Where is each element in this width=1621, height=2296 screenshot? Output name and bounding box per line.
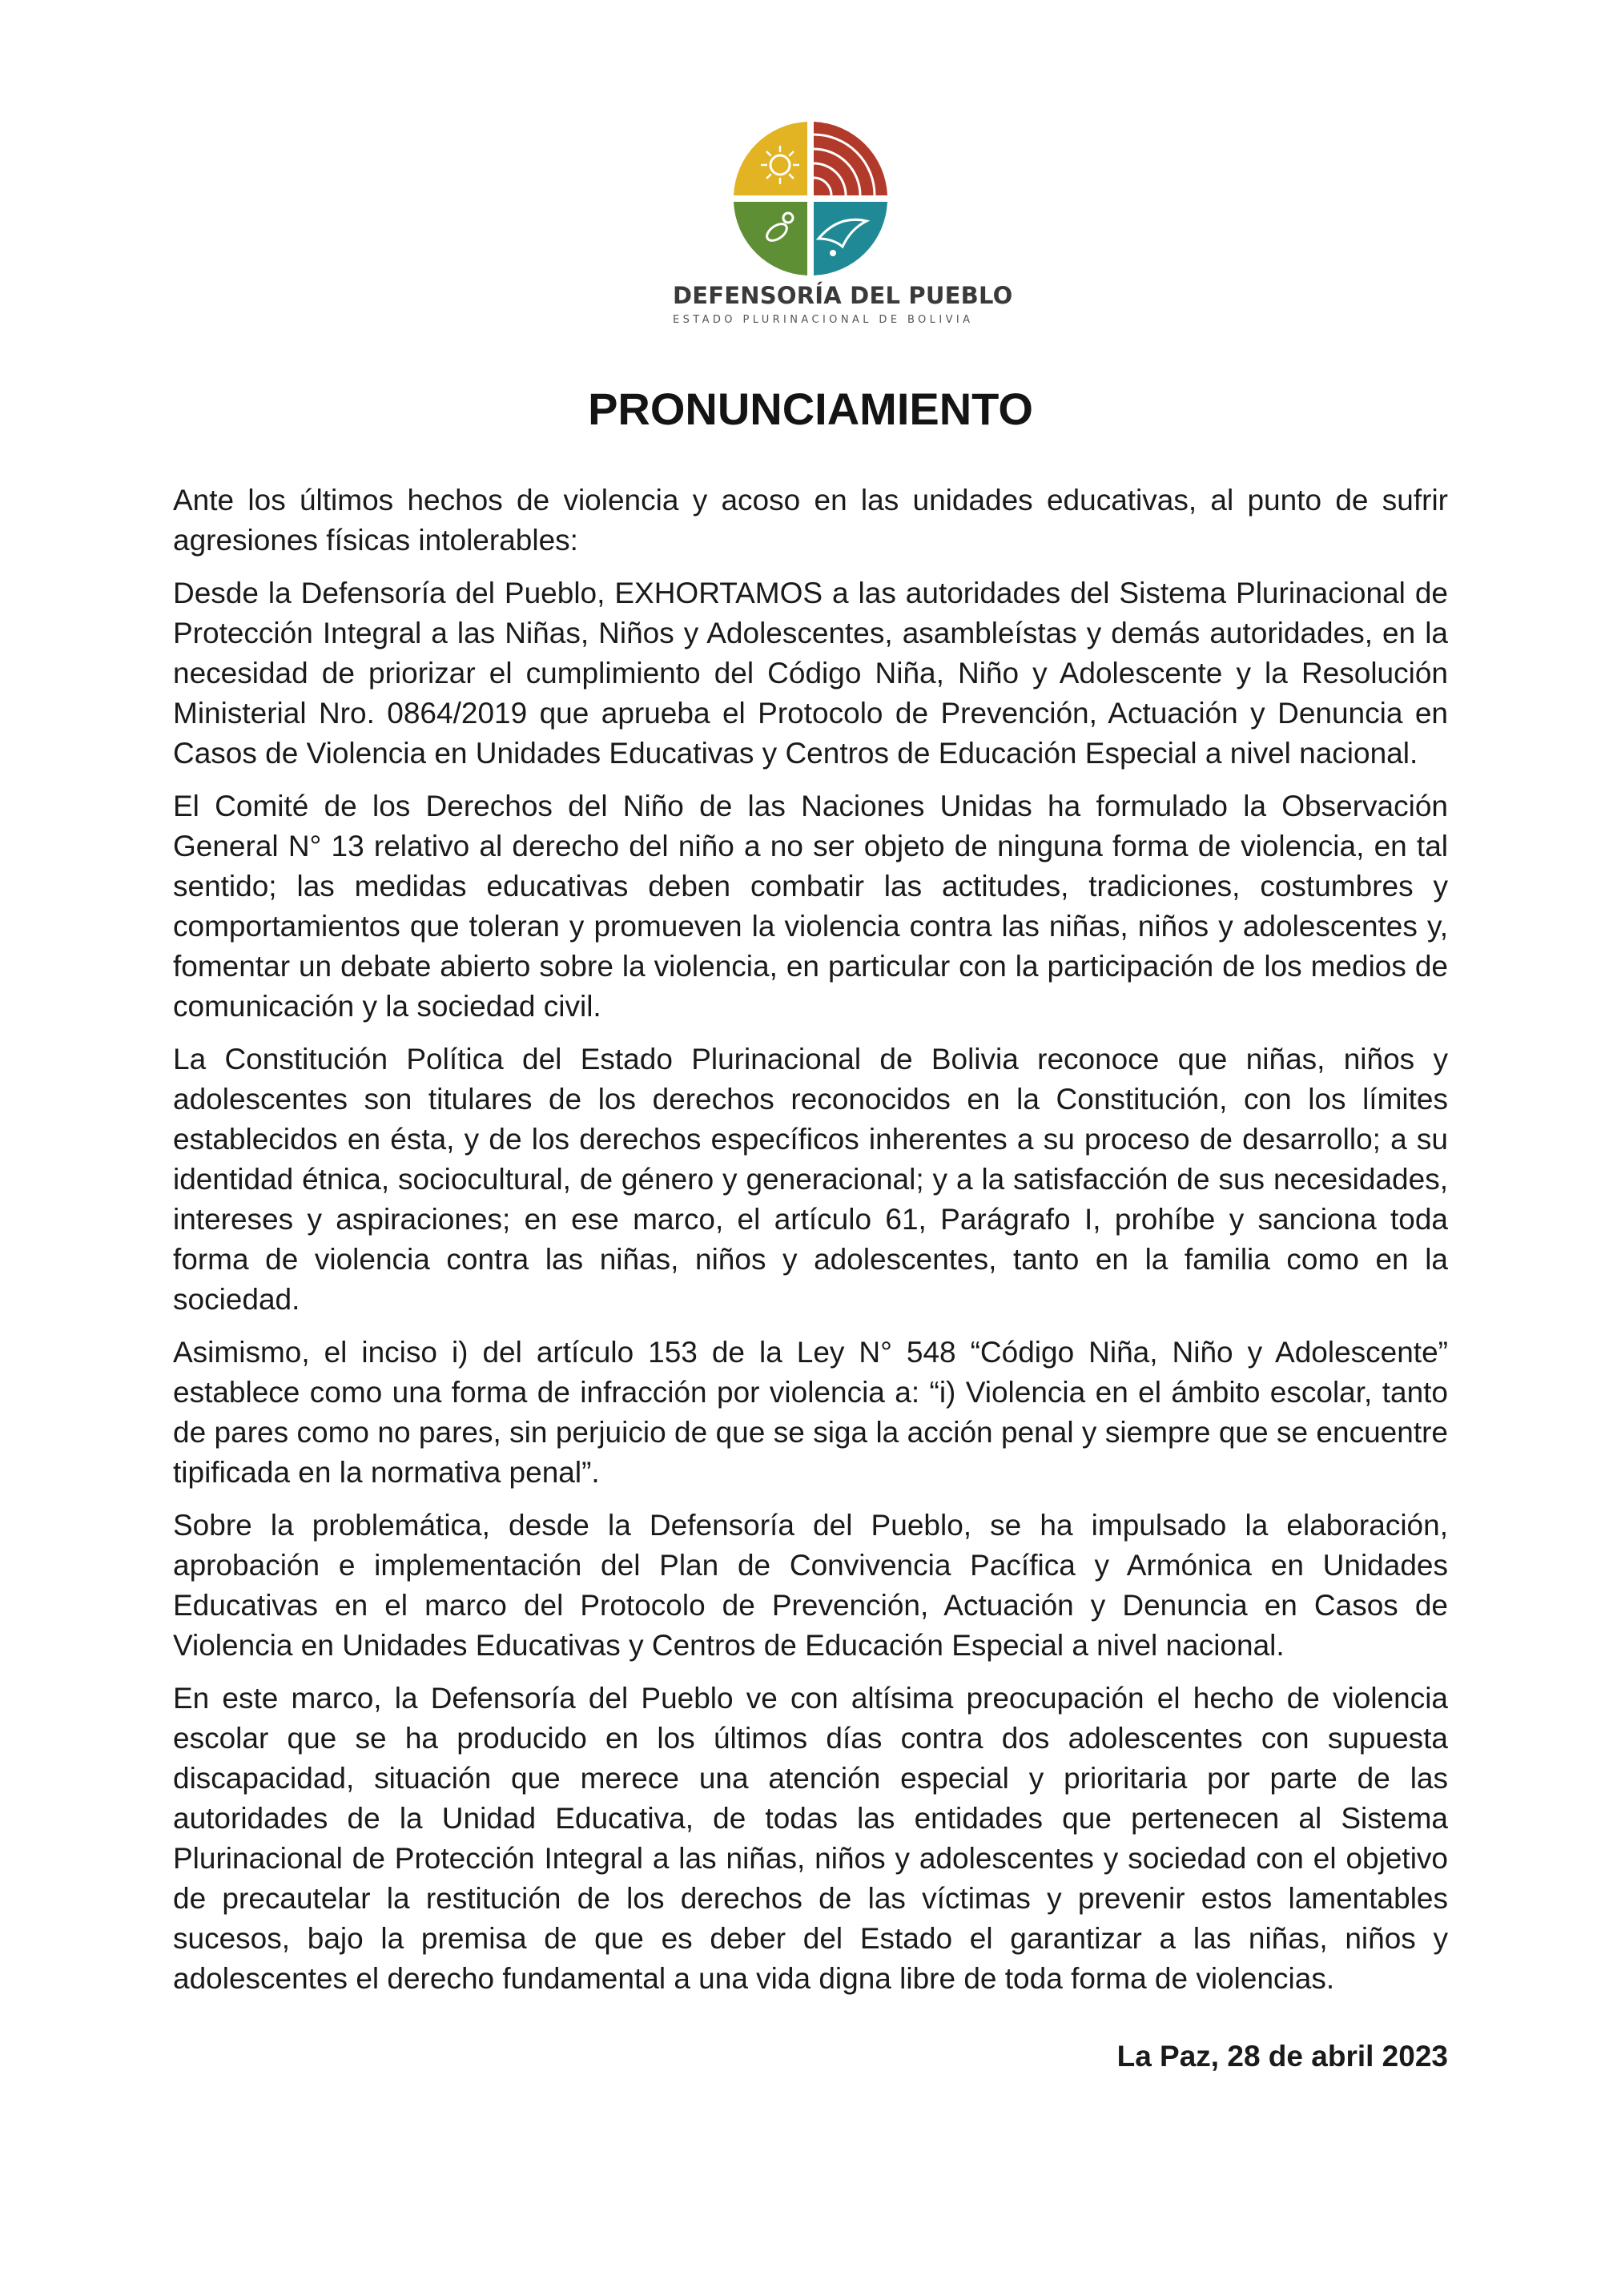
page-title: PRONUNCIAMIENTO	[588, 384, 1033, 434]
paragraph-5: Asimismo, el inciso i) del artículo 153 de la Ley N° 548 “Código Niña, Niño y Adolescente” establece como una forma de infracción por violencia a: “i) Violencia en el ámbito escolar, tanto de pares como no pares, sin perjuicio de que se siga la acción penal y siempre que se encuentre tipificada en la normativa penal”.	[173, 1336, 1448, 1489]
emblem-quadrant-green	[734, 202, 807, 275]
org-subtitle: ESTADO PLURINACIONAL DE BOLIVIA	[673, 314, 974, 326]
paragraph-2: Desde la Defensoría del Pueblo, EXHORTAMOS a las autoridades del Sistema Plurinacional de Protección Integral a las Niñas, Niños y Adolescentes, asambleístas y demás autoridades, en la necesidad de priorizar el cumplimiento del Código Niña, Niño y Adolescente y la Resolución Ministerial Nro. 0864/2019 que aprueba el Protocolo de Prevención, Actuación y Denuncia en Casos de Violencia en Unidades Educativas y Centros de Educación Especial a nivel nacional.	[173, 577, 1448, 770]
paragraph-6: Sobre la problemática, desde la Defensoría del Pueblo, se ha impulsado la elaboración, aprobación e implementación del Plan de Convivencia Pacífica y Armónica en Unidades Educativas en el marco del Protocolo de Prevención, Actuación y Denuncia en Casos de Violencia en Unidades Educativas y Centros de Educación Especial a nivel nacional.	[173, 1509, 1448, 1662]
emblem-quadrant-yellow	[734, 122, 807, 195]
defensoria-logo	[673, 119, 1013, 335]
org-name: DEFENSORÍA DEL PUEBLO	[673, 282, 1013, 309]
defensoria-emblem-icon	[730, 119, 891, 279]
paragraph-1: Ante los últimos hechos de violencia y acoso en las unidades educativas, al punto de sufrir agresiones físicas intolerables:	[173, 484, 1448, 557]
document-body	[173, 481, 1448, 2012]
paragraph-7: En este marco, la Defensoría del Pueblo ve con altísima preocupación el hecho de violencia escolar que se ha producido en los últimos días contra dos adolescentes con supuesta discapacidad, situación que merece una atención especial y prioritaria por parte de las autoridades de la Unidad Educativa, de todas las entidades que pertenecen al Sistema Plurinacional de Protección Integral a las niñas, niños y adolescentes y sociedad con el objetivo de precautelar la restitución de los derechos de las víctimas y prevenir estos lamentables sucesos, bajo la premisa de que es deber del Estado el garantizar a las niñas, niños y adolescentes el derecho fundamental a una vida digna libre de toda forma de violencias.	[173, 1682, 1448, 1995]
paragraph-4: La Constitución Política del Estado Plurinacional de Bolivia reconoce que niñas, niños y adolescentes son titulares de los derechos reconocidos en la Constitución, con los límites establecidos en ésta, y de los derechos específicos inherentes a su proceso de desarrollo; a su identidad étnica, sociocultural, de género y generacional; y a la satisfacción de sus necesidades, intereses y aspiraciones; en ese marco, el artículo 61, Parágrafo I, prohíbe y sanciona toda forma de violencia contra las niñas, niños y adolescentes, tanto en la familia como en la sociedad.	[173, 1043, 1448, 1316]
paragraph-3: El Comité de los Derechos del Niño de las Naciones Unidas ha formulado la Observación General N° 13 relativo al derecho del niño a no ser objeto de ninguna forma de violencia, en tal sentido; las medidas educativas deben combatir las actitudes, tradiciones, costumbres y comportamientos que toleran y promueven la violencia contra las niñas, niños y adolescentes y, fomentar un debate abierto sobre la violencia, en particular con la participación de los medios de comunicación y la sociedad civil.	[173, 790, 1448, 1023]
place-date-signoff: La Paz, 28 de abril 2023	[1116, 2040, 1448, 2073]
emblem-quadrant-red	[814, 122, 887, 195]
